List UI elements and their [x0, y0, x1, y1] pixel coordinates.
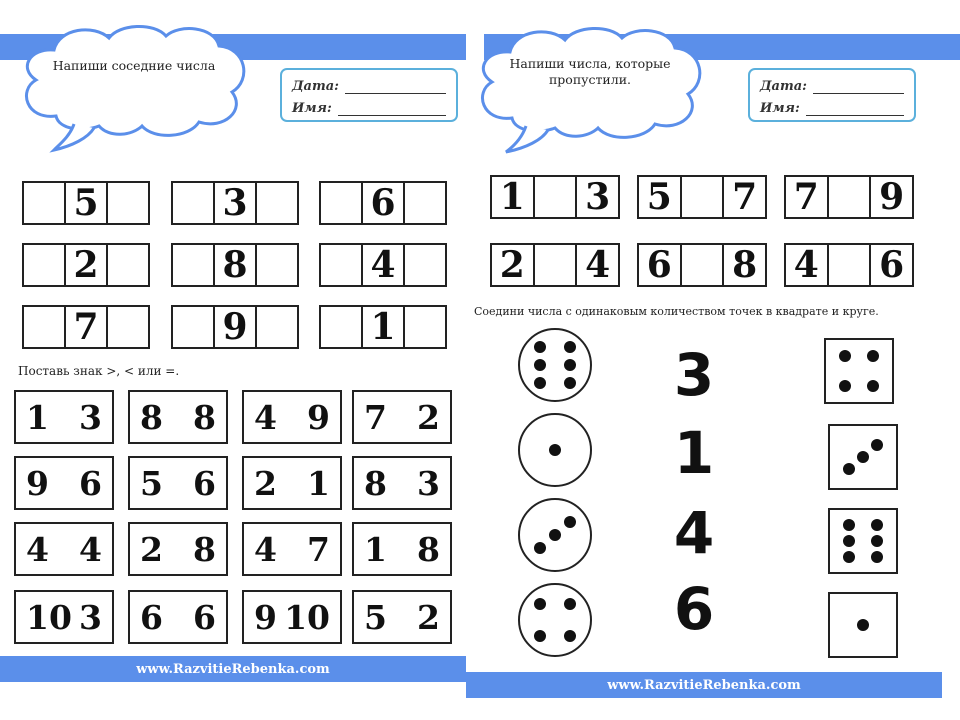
- number-strip: [319, 181, 447, 225]
- number-strip: [319, 243, 447, 287]
- compare-right-number: 8: [193, 529, 216, 569]
- compare-right-number: 3: [79, 397, 102, 437]
- answer-cell[interactable]: [321, 307, 363, 347]
- compare-right-number: 8: [417, 529, 440, 569]
- dot: [871, 439, 883, 451]
- compare-right-number: 3: [417, 463, 440, 503]
- answer-cell[interactable]: [829, 245, 872, 285]
- dot: [564, 341, 576, 353]
- answer-cell[interactable]: [682, 245, 725, 285]
- name-label: Имя:: [292, 101, 332, 116]
- compare-box[interactable]: [352, 590, 452, 644]
- number-strip: [22, 181, 150, 225]
- compare-right-number: 10: [284, 597, 330, 637]
- dot: [857, 451, 869, 463]
- dot-square[interactable]: [828, 508, 898, 574]
- footer-url: www.RazvitieRebenka.com: [136, 661, 330, 677]
- dot: [534, 359, 546, 371]
- compare-right-number: 6: [193, 463, 216, 503]
- compare-right-number: 7: [307, 529, 330, 569]
- compare-box[interactable]: [14, 456, 114, 510]
- given-number: 7: [732, 176, 758, 218]
- compare-box[interactable]: [128, 390, 228, 444]
- match-number[interactable]: 3: [673, 341, 715, 409]
- compare-left-number: 9: [26, 463, 49, 503]
- task-title-line2: пропустили.: [548, 72, 632, 87]
- given-number: 5: [639, 177, 682, 217]
- answer-cell[interactable]: [173, 183, 215, 223]
- given-number: 2: [492, 245, 535, 285]
- compare-left-number: 5: [140, 463, 163, 503]
- task-title: Напиши соседние числа: [52, 58, 216, 73]
- name-label: Имя:: [760, 101, 800, 116]
- compare-box[interactable]: [352, 522, 452, 576]
- answer-cell[interactable]: [405, 183, 445, 223]
- given-number: 2: [66, 245, 108, 285]
- name-field[interactable]: [806, 103, 904, 116]
- answer-cell[interactable]: [173, 307, 215, 347]
- answer-cell[interactable]: [535, 177, 578, 217]
- task-title: [492, 56, 688, 88]
- given-number: 4: [585, 244, 611, 286]
- given-number: 9: [879, 176, 905, 218]
- number-strip: [637, 175, 767, 219]
- compare-left-number: 2: [254, 463, 277, 503]
- speech-cloud: [14, 20, 254, 155]
- number-strip: [784, 243, 914, 287]
- footer-bar: [466, 672, 942, 698]
- answer-cell[interactable]: [257, 183, 297, 223]
- answer-cell[interactable]: [24, 307, 66, 347]
- answer-cell[interactable]: [405, 307, 445, 347]
- dot-square[interactable]: [828, 424, 898, 490]
- given-number: 5: [66, 183, 108, 223]
- date-label: Дата:: [292, 79, 339, 94]
- match-number[interactable]: 1: [673, 419, 715, 487]
- dot: [564, 377, 576, 389]
- answer-cell[interactable]: [829, 177, 872, 217]
- date-label: Дата:: [760, 79, 807, 94]
- compare-box[interactable]: [242, 522, 342, 576]
- date-name-box: [748, 68, 916, 122]
- answer-cell[interactable]: [108, 245, 148, 285]
- date-name-box: [280, 68, 458, 122]
- compare-left-number: 4: [254, 529, 277, 569]
- dot: [843, 551, 855, 563]
- footer-url: www.RazvitieRebenka.com: [607, 677, 801, 693]
- dot: [843, 463, 855, 475]
- given-number: 6: [879, 244, 905, 286]
- answer-cell[interactable]: [24, 183, 66, 223]
- dot-square[interactable]: [828, 592, 898, 658]
- number-strip: [319, 305, 447, 349]
- match-instruction: Соедини числа с одинаковым количеством точек в квадрате и круге.: [474, 305, 879, 318]
- answer-cell[interactable]: [257, 307, 297, 347]
- compare-box[interactable]: [128, 456, 228, 510]
- date-field[interactable]: [813, 81, 904, 94]
- dot: [564, 630, 576, 642]
- compare-right-number: 4: [79, 529, 102, 569]
- given-number: 1: [492, 177, 535, 217]
- number-strip: [171, 305, 299, 349]
- compare-left-number: 7: [364, 397, 387, 437]
- dot: [564, 359, 576, 371]
- compare-right-number: 9: [307, 397, 330, 437]
- number-strip: [171, 181, 299, 225]
- number-strip: [637, 243, 767, 287]
- compare-box[interactable]: [242, 590, 342, 644]
- dot-square[interactable]: [824, 338, 894, 404]
- compare-left-number: 4: [26, 529, 49, 569]
- number-strip: [490, 175, 620, 219]
- compare-right-number: 6: [193, 597, 216, 637]
- compare-box[interactable]: [242, 390, 342, 444]
- answer-cell[interactable]: [682, 177, 725, 217]
- given-number: 6: [363, 183, 405, 223]
- dot: [871, 519, 883, 531]
- answer-cell[interactable]: [405, 245, 445, 285]
- answer-cell[interactable]: [173, 245, 215, 285]
- given-number: 8: [732, 244, 758, 286]
- compare-left-number: 1: [364, 529, 387, 569]
- answer-cell[interactable]: [321, 183, 363, 223]
- dot: [843, 535, 855, 547]
- compare-box[interactable]: [352, 390, 452, 444]
- compare-left-number: 2: [140, 529, 163, 569]
- dot: [534, 542, 546, 554]
- compare-left-number: 5: [364, 597, 387, 637]
- answer-cell[interactable]: [24, 245, 66, 285]
- dot: [843, 519, 855, 531]
- compare-right-number: 8: [193, 397, 216, 437]
- answer-cell[interactable]: [108, 307, 148, 347]
- compare-right-number: 1: [307, 463, 330, 503]
- answer-cell[interactable]: [257, 245, 297, 285]
- compare-left-number: 8: [364, 463, 387, 503]
- answer-cell[interactable]: [108, 183, 148, 223]
- compare-box[interactable]: [128, 522, 228, 576]
- given-number: 7: [786, 177, 829, 217]
- dot: [564, 516, 576, 528]
- given-number: 8: [215, 245, 257, 285]
- dot: [534, 377, 546, 389]
- dot: [534, 341, 546, 353]
- compare-right-number: 2: [417, 397, 440, 437]
- dot: [839, 350, 851, 362]
- compare-box[interactable]: [242, 456, 342, 510]
- number-strip: [784, 175, 914, 219]
- compare-box[interactable]: [352, 456, 452, 510]
- date-field[interactable]: [345, 81, 446, 94]
- speech-cloud: [470, 22, 710, 157]
- task-title-line1: Напиши числа, которые: [509, 56, 671, 71]
- compare-left-number: 8: [140, 397, 163, 437]
- number-strip: [22, 243, 150, 287]
- dot-circle[interactable]: [518, 583, 592, 657]
- worksheet-left: [0, 0, 466, 720]
- footer-bar: [0, 656, 466, 682]
- dot: [867, 380, 879, 392]
- given-number: 3: [215, 183, 257, 223]
- given-number: 4: [363, 245, 405, 285]
- number-strip: [490, 243, 620, 287]
- dot-circle[interactable]: [518, 413, 592, 487]
- dot: [871, 551, 883, 563]
- compare-box[interactable]: [14, 522, 114, 576]
- match-number[interactable]: 4: [673, 499, 715, 567]
- compare-left-number: 9: [254, 597, 277, 637]
- dot-circle[interactable]: [518, 498, 592, 572]
- given-number: 9: [215, 307, 257, 347]
- dot: [564, 598, 576, 610]
- compare-right-number: 2: [417, 597, 440, 637]
- compare-right-number: 6: [79, 463, 102, 503]
- given-number: 6: [639, 245, 682, 285]
- compare-left-number: 4: [254, 397, 277, 437]
- dot-circle[interactable]: [518, 328, 592, 402]
- compare-box[interactable]: [14, 590, 114, 644]
- given-number: 3: [585, 176, 611, 218]
- compare-left-number: 6: [140, 597, 163, 637]
- dot: [549, 444, 561, 456]
- name-field[interactable]: [338, 103, 446, 116]
- given-number: 4: [786, 245, 829, 285]
- answer-cell[interactable]: [321, 245, 363, 285]
- dot: [871, 535, 883, 547]
- dot: [549, 529, 561, 541]
- worksheet-right: [466, 0, 960, 720]
- dot: [534, 630, 546, 642]
- given-number: 1: [363, 307, 405, 347]
- compare-box[interactable]: [128, 590, 228, 644]
- compare-left-number: 1: [26, 397, 49, 437]
- compare-instruction: Поставь знак >, < или =.: [18, 364, 180, 378]
- compare-box[interactable]: [14, 390, 114, 444]
- dot: [839, 380, 851, 392]
- dot: [867, 350, 879, 362]
- match-number[interactable]: 6: [673, 575, 715, 643]
- number-strip: [22, 305, 150, 349]
- answer-cell[interactable]: [535, 245, 578, 285]
- compare-right-number: 3: [79, 597, 102, 637]
- number-strip: [171, 243, 299, 287]
- dot: [857, 619, 869, 631]
- dot: [534, 598, 546, 610]
- given-number: 7: [66, 307, 108, 347]
- compare-left-number: 10: [26, 597, 72, 637]
